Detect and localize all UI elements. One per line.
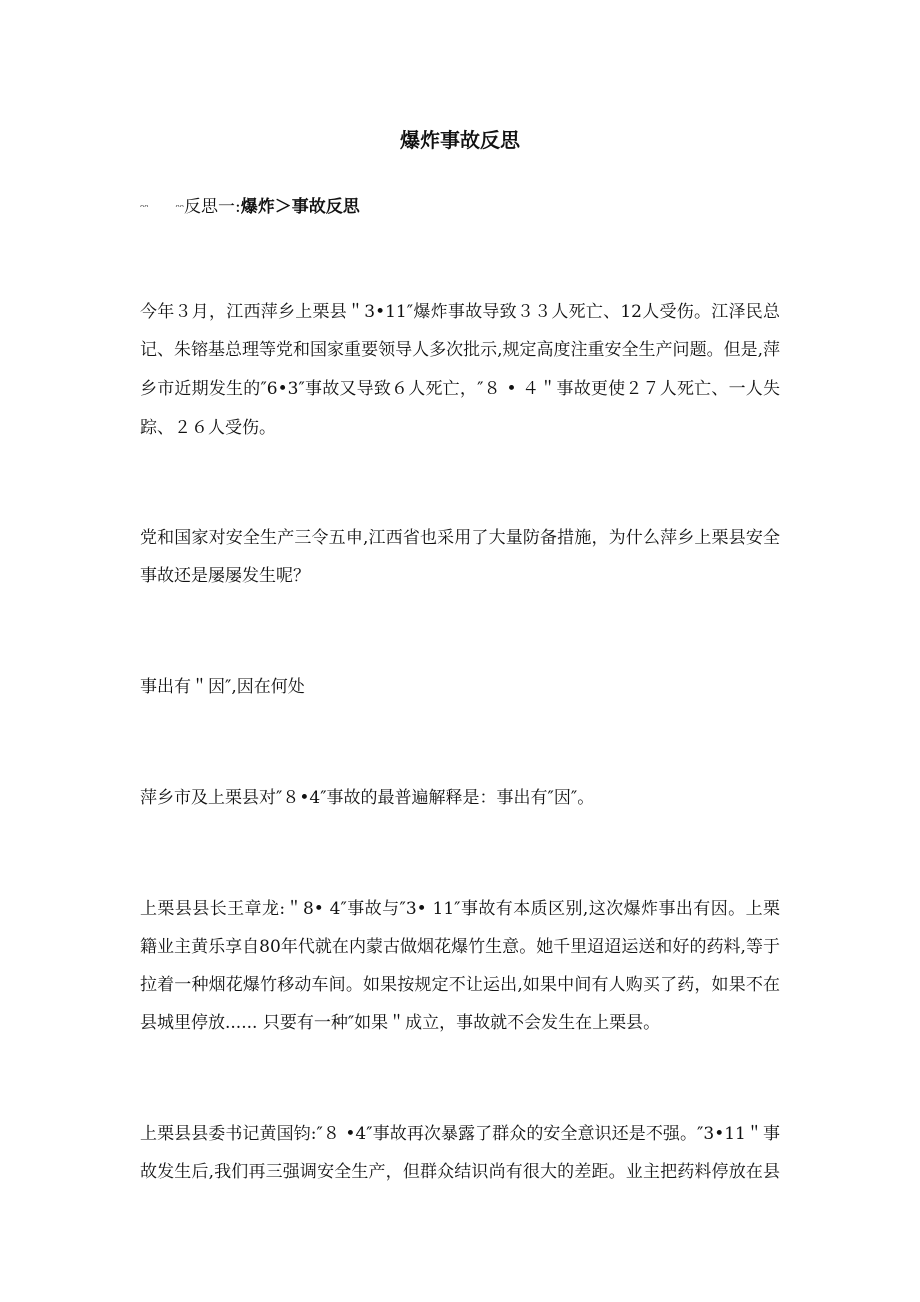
paragraph-line: 故发生后,我们再三强调安全生产，但群众结识尚有很大的差距。业主把药料停放在县 — [140, 1162, 780, 1182]
paragraph-line: 事故还是屡屡发生呢？ — [140, 566, 310, 586]
heading-prefix: 反思一: — [184, 197, 241, 217]
heading-bold: 爆炸＞事故反思 — [240, 197, 360, 217]
paragraph-line: 事出有＂因″,因在何处 — [140, 677, 305, 697]
paragraph-line: 萍乡市及上栗县对″８•4″事故的最普遍解释是：事出有″因″。 — [140, 788, 595, 808]
paragraph-line: 上栗县县委书记黄国钧:″８ •4″事故再次暴露了群众的安全意识还是不强。″3•11＂事 — [140, 1124, 780, 1144]
paragraph-line: 上栗县县长王章龙:＂8• 4″事故与″3• 11″事故有本质区别,这次爆炸事出有因。上栗 — [140, 899, 780, 919]
paragraph-line: 踪、２６人受伤。 — [140, 418, 276, 438]
paragraph-line: 拉着一种烟花爆竹移动车间。如果按规定不让运出,如果中间有人购买了药，如果不在 — [140, 975, 780, 995]
paragraph-line: 籍业主黄乐享自80年代就在内蒙古做烟花爆竹生意。她千里迢迢运送和好的药料,等于 — [140, 937, 780, 957]
paragraph-line: 今年３月，江西萍乡上栗县＂3•11″爆炸事故导致３３人死亡、12人受伤。江泽民总 — [140, 302, 780, 322]
paragraph-line: 记、朱镕基总理等党和国家重要领导人多次批示,规定高度注重安全生产问题。但是,萍 — [140, 340, 780, 360]
bullet-marks: ᵔᵔ — [175, 202, 184, 215]
paragraph-line: 县城里停放...... 只要有一种″如果＂成立，事故就不会发生在上栗县。 — [140, 1013, 661, 1033]
paragraph-line: 乡市近期发生的″6•3″事故又导致６人死亡，″８ • ４＂事故更使２７人死亡、一人失 — [140, 379, 780, 399]
document-title: 爆炸事故反思 — [400, 128, 520, 152]
section-heading — [140, 192, 360, 217]
paragraph-line: 党和国家对安全生产三令五申,江西省也采用了大量防备措施，为什么萍乡上栗县安全 — [140, 528, 780, 548]
bullet-marks: ᵔᵔ — [140, 202, 149, 215]
